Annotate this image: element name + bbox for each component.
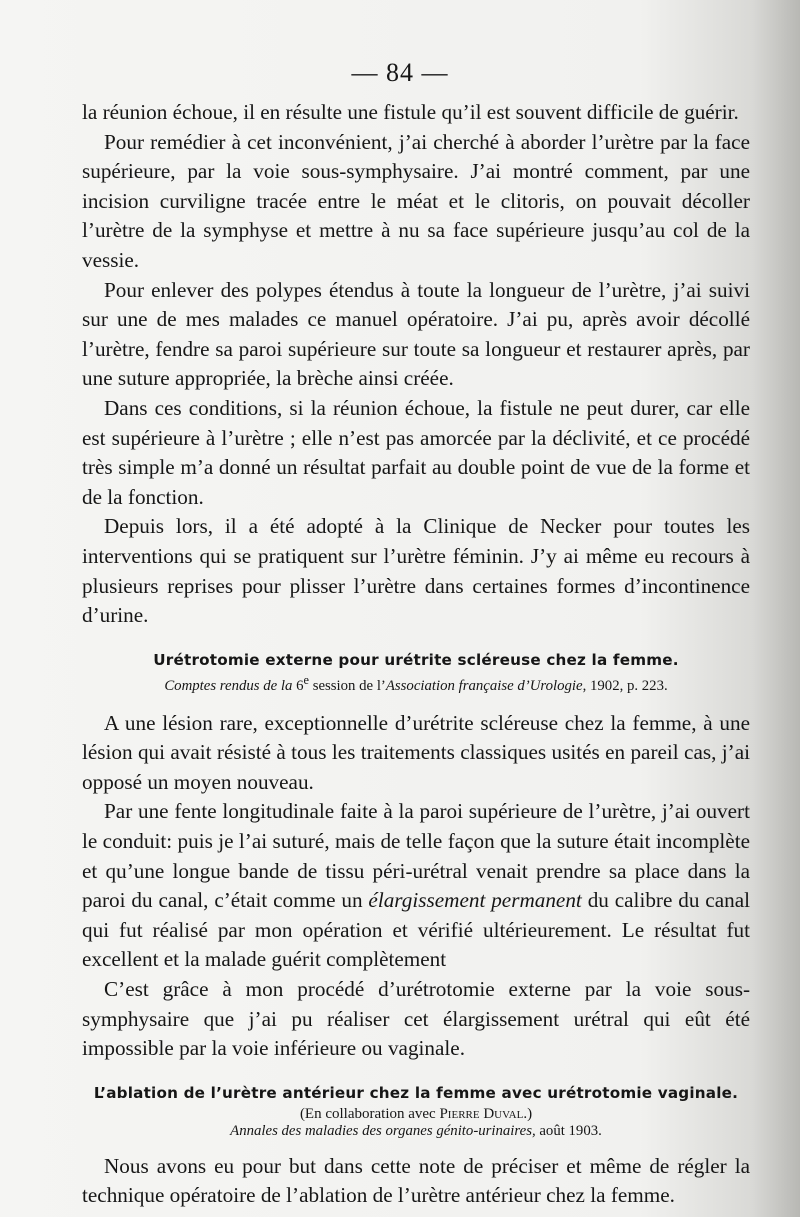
section-heading: L’ablation de l’urètre antérieur chez la femme avec urétrotomie vaginale. bbox=[93, 1083, 739, 1102]
paragraph: Par une fente longitudinale faite à la paroi supérieure de l’urètre, j’ai ouvert le conduit: puis je l’ai suturé, mais de telle façon que la suture était incomplète et qu’une longue bande de tissu péri-urétral venait prendre sa place dans la paroi du canal, c’était comme un élargissement permanent du calibre du canal qui fut réalisé par mon opération et vérifié ultérieurement. Le résultat fut excellent et la malade guérit complètement bbox=[82, 799, 750, 972]
paragraph: A une lésion rare, exceptionnelle d’urétrite scléreuse chez la femme, à une lésion qui avait résisté à tous les traitements classiques usités en pareil cas, j’ai opposé un moyen nouveau. bbox=[82, 710, 750, 794]
paragraph: Nous avons eu pour but dans cette note de préciser et même de régler la technique opératoire de l’ablation de l’urètre antérieur chez la femme. bbox=[82, 1153, 750, 1208]
ref-title: Annales des maladies des organes génito-urinaires, bbox=[230, 1122, 536, 1139]
collaboration-note: (En collaboration avec Pierre Duval.) bbox=[299, 1105, 533, 1122]
page-number: — 84 — bbox=[351, 58, 449, 87]
paragraph: C’est grâce à mon procédé d’urétrotomie externe par la voie sous-symphysaire que j’ai pu réaliser cet élargissement urétral qui eût été impossible par la voie inférieure ou vaginale. bbox=[82, 976, 750, 1061]
emphasis: élargissement permanent bbox=[368, 888, 582, 913]
ref-session: 6e bbox=[296, 672, 309, 694]
page-body bbox=[82, 98, 750, 1211]
section-reference bbox=[82, 673, 750, 695]
paragraph-continued: la réunion échoue, il en résulte une fistule qu’il est souvent difficile de guérir. bbox=[82, 100, 739, 124]
ref-suffix: , 1902, p. 223. bbox=[582, 677, 668, 694]
section-reference bbox=[82, 1123, 750, 1140]
ref-date: août 1903. bbox=[539, 1122, 602, 1139]
ref-session-word: session de l’ bbox=[312, 677, 386, 694]
collaborator-name: Pierre Duval bbox=[439, 1105, 524, 1122]
paragraph: Pour remédier à cet inconvénient, j’ai cherché à aborder l’urètre par la face supérieure, par la voie sous-symphysaire. J’ai montré comment, par une incision curviligne tracée entre le méat et le clitoris, on pouvait décoller l’urètre de la symphyse et mettre à nu sa face supérieure jusqu’au col de la vessie. bbox=[82, 129, 750, 272]
ref-title: Association française d’Urologie bbox=[385, 677, 583, 694]
paragraph: Depuis lors, il a été adopté à la Clinique de Necker pour toutes les interventions qui se pratiquent sur l’urètre féminin. J’y ai même eu recours à plusieurs reprises pour plisser l’urètre dans certaines formes d’incontinence d’urine. bbox=[82, 514, 750, 628]
paragraph: Dans ces conditions, si la réunion échoue, la fistule ne peut durer, car elle est supérieure à l’urètre ; elle n’est pas amorcée par la déclivité, et ce procédé très simple m’a donné un résultat parfait au double point de vue de la forme et de la fonction. bbox=[82, 395, 750, 509]
paragraph: Pour enlever des polypes étendus à toute la longueur de l’urètre, j’ai suivi sur une de mes malades ce manuel opératoire. J’ai pu, après avoir décollé l’urètre, fendre sa paroi supérieure sur toute sa longueur et restaurer après, par une suture appropriée, la brèche ainsi créée. bbox=[82, 277, 750, 391]
section-heading: Urétrotomie externe pour urétrite scléreuse chez la femme. bbox=[153, 650, 679, 669]
ref-prefix: Comptes rendus de la bbox=[164, 677, 293, 694]
